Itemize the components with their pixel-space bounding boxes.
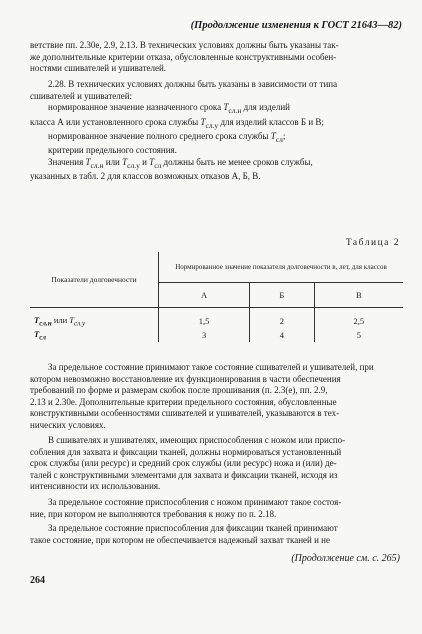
text-line bbox=[30, 117, 400, 131]
text-fragment: для изделий bbox=[243, 102, 290, 113]
paragraph-fixation-limit bbox=[30, 523, 400, 546]
page-number: 264 bbox=[30, 575, 45, 586]
text-line: котором невозможно восстановление их функционирования в части обеспечения bbox=[30, 373, 341, 384]
text-line: сшивателей и ушивателей: bbox=[30, 90, 133, 101]
symbol-t: T bbox=[34, 314, 40, 325]
table-header-class: А bbox=[159, 283, 250, 308]
text-line: же дополнительные критерии отказа, обусловленные конструктивными особен- bbox=[30, 51, 337, 62]
paragraph-2-28 bbox=[30, 79, 400, 183]
symbol-subscript: сл bbox=[39, 333, 46, 342]
table-cell: 2 bbox=[250, 308, 315, 329]
text-line: указанных в табл. 2 для классов возможных отказов А, Б, В. bbox=[30, 171, 261, 182]
text-fragment: класса А или установленного срока службы bbox=[30, 116, 199, 127]
text-line: нических условиях. bbox=[30, 419, 106, 430]
table-cell: 1,5 bbox=[198, 316, 210, 326]
symbol-t: T bbox=[122, 156, 128, 167]
text-line: интенсивности их использования. bbox=[30, 481, 161, 492]
symbol-subscript: сл.н bbox=[39, 319, 52, 328]
table-cell: 5 bbox=[314, 328, 403, 342]
symbol-t: T bbox=[200, 116, 206, 127]
text-fragment: для изделий классов Б и В; bbox=[220, 116, 324, 127]
symbol-subscript: сл bbox=[154, 160, 162, 170]
symbol-subscript: сл.у bbox=[127, 160, 140, 170]
paragraph-knife bbox=[30, 435, 400, 493]
table-cell: 2,5 bbox=[314, 308, 403, 329]
continuation-note: (Продолжение см. с. 265) bbox=[291, 553, 400, 564]
table-header-normalized: Нормированное значение показателя долговечности в, лет, для классов bbox=[159, 252, 404, 283]
symbol-subscript: сл.у bbox=[74, 319, 86, 328]
table-cell: 3 bbox=[201, 330, 207, 340]
intro-paragraph bbox=[30, 40, 400, 75]
text-line: собления для захвата и фиксации тканей, должны нормироваться установленный bbox=[30, 446, 342, 457]
text-fragment: Значения bbox=[48, 156, 84, 167]
symbol-t: T bbox=[69, 314, 75, 325]
paragraph-limit-state bbox=[30, 362, 400, 432]
table-header-class: В bbox=[314, 283, 403, 308]
table-row bbox=[30, 308, 403, 329]
symbol-subscript: сл bbox=[275, 134, 283, 144]
text-line: За предельное состояние приспособления с ножом принимают такое состоя- bbox=[48, 497, 342, 507]
symbol-t: T bbox=[223, 102, 229, 113]
text-line: нормированное значение полного среднего срока службы $T_{сл}$; bbox=[48, 130, 286, 144]
text-line: ветствие пп. 2.30е, 2.9, 2.13. В технических условиях должны быть указаны так- bbox=[30, 40, 339, 50]
text-fragment: нормированное значение полного среднего срока службы bbox=[48, 130, 269, 141]
text-line: такое состояние, при котором не обеспечивается надежный захват тканей и не bbox=[30, 534, 330, 545]
table-row-label bbox=[30, 328, 159, 342]
text-line: ние, при котором не выполняются требования к ножу по п. 2.18. bbox=[30, 508, 277, 519]
text-line: В сшивателях и ушивателях, имеющих приспособления с ножом или приспо- bbox=[48, 435, 346, 445]
text-line: требований по форме и размерам скобок после прошивания (п. 2.3(е), пп. 2.9, bbox=[30, 385, 328, 396]
text-fragment: нормированное значение назначенного срока bbox=[48, 102, 222, 113]
text-line: критерии предельного состояния. bbox=[48, 145, 177, 156]
text-fragment: или bbox=[105, 156, 120, 167]
table-cell: 4 bbox=[250, 328, 315, 342]
symbol-t: T bbox=[34, 328, 40, 339]
text-line bbox=[30, 102, 400, 116]
text-line: талей с конструктивными элементами для захвата и фиксации тканей, исходя из bbox=[30, 469, 338, 480]
table-caption: Таблица 2 bbox=[345, 238, 400, 248]
table-row bbox=[30, 328, 403, 342]
symbol-subscript: сл.у bbox=[205, 120, 219, 130]
paragraph-knife-limit bbox=[30, 497, 400, 520]
text-line bbox=[30, 157, 400, 171]
durability-table bbox=[30, 252, 403, 342]
text-fragment: или bbox=[53, 314, 68, 325]
text-line: срок службы (или ресурс) и средний срок службы (или ресурс) ножа и (или) де- bbox=[30, 458, 337, 469]
symbol-subscript: сл.н bbox=[228, 105, 242, 115]
text-fragment: должны быть не менее сроков службы, bbox=[163, 156, 313, 167]
text-line: ностями сшивателей и ушивателей. bbox=[30, 63, 167, 74]
symbol-t: T bbox=[270, 130, 276, 141]
table-header-indicators: Показатели долговечности bbox=[30, 252, 159, 308]
page-header: (Продолжение изменения к ГОСТ 21643—82) bbox=[190, 20, 402, 31]
table-header-class: Б bbox=[250, 283, 315, 308]
text-fragment: и bbox=[142, 156, 147, 167]
text-line: конструктивными особенностями сшивателей и ушивателей, указываются в тех- bbox=[30, 408, 340, 419]
symbol-t: T bbox=[85, 156, 91, 167]
text-line: 2.13 и 2.30е. Дополнительные критерии предельного состояния, обусловленные bbox=[30, 396, 337, 407]
text-line: 2.28. В технических условиях должны быть указаны в зависимости от типа bbox=[48, 79, 338, 89]
text-line: За предельное состояние приспособления для фиксации тканей принимают bbox=[48, 523, 338, 533]
table-row-label bbox=[30, 308, 159, 329]
text-line: За предельное состояние принимают такое состояние сшивателей и ушивателей, при bbox=[48, 362, 374, 372]
symbol-t: T bbox=[149, 156, 155, 167]
symbol-subscript: сл.н bbox=[90, 160, 104, 170]
